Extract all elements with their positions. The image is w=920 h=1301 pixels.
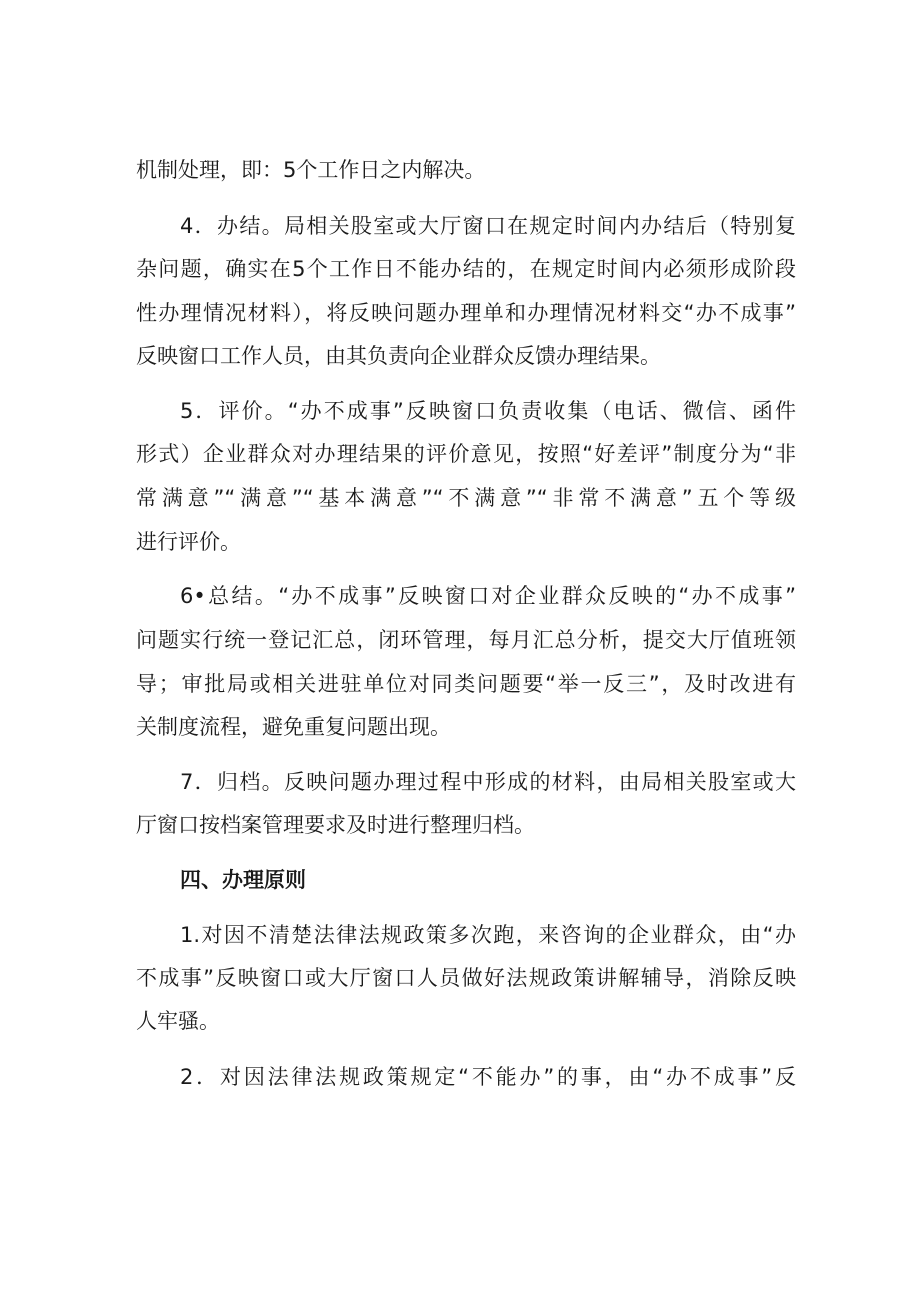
section-heading: 四、办理原则 <box>180 868 306 892</box>
text-line: 性办理情况材料），将反映问题办理单和办理情况材料交“办不成事” <box>136 301 796 325</box>
text-line: 问题实行统一登记汇总，闭环管理，每月汇总分析，提交大厅值班领 <box>136 628 796 652</box>
text-line: 人牢骚。 <box>136 1009 220 1033</box>
text-line: 7．归档。反映问题办理过程中形成的材料，由局相关股室或大 <box>180 770 796 794</box>
text-line: 不成事”反映窗口或大厅窗口人员做好法规政策讲解辅导，消除反映 <box>136 966 796 990</box>
text-line: 厅窗口按档案管理要求及时进行整理归档。 <box>136 813 535 837</box>
text-line: 反映窗口工作人员，由其负责向企业群众反馈办理结果。 <box>136 344 661 368</box>
text-line: 1.对因不清楚法律法规政策多次跑，来咨询的企业群众，由“办 <box>180 923 796 947</box>
text-line: 6•总结。“办不成事”反映窗口对企业群众反映的“办不成事” <box>180 584 796 608</box>
text-line: 4．办结。局相关股室或大厅窗口在规定时间内办结后（特别复 <box>180 214 796 238</box>
text-line: 5．评价。“办不成事”反映窗口负责收集（电话、微信、函件 <box>180 399 796 423</box>
text-line: 进行评价。 <box>136 530 241 554</box>
text-line: 形式）企业群众对办理结果的评价意见，按照“好差评”制度分为“非 <box>136 442 796 466</box>
text-line: 关制度流程，避免重复问题出现。 <box>136 715 451 739</box>
text-line: 杂问题，确实在5个工作日不能办结的，在规定时间内必须形成阶段 <box>136 257 796 281</box>
text-line: 机制处理，即：5个工作日之内解决。 <box>136 158 486 182</box>
text-line: 2．对因法律法规政策规定“不能办”的事，由“办不成事”反 <box>180 1065 796 1089</box>
text-line: 常满意”“满意”“基本满意”“不满意”“非常不满意”五个等级 <box>136 486 796 510</box>
text-line: 导；审批局或相关进驻单位对同类问题要“举一反三”，及时改进有 <box>136 672 796 696</box>
